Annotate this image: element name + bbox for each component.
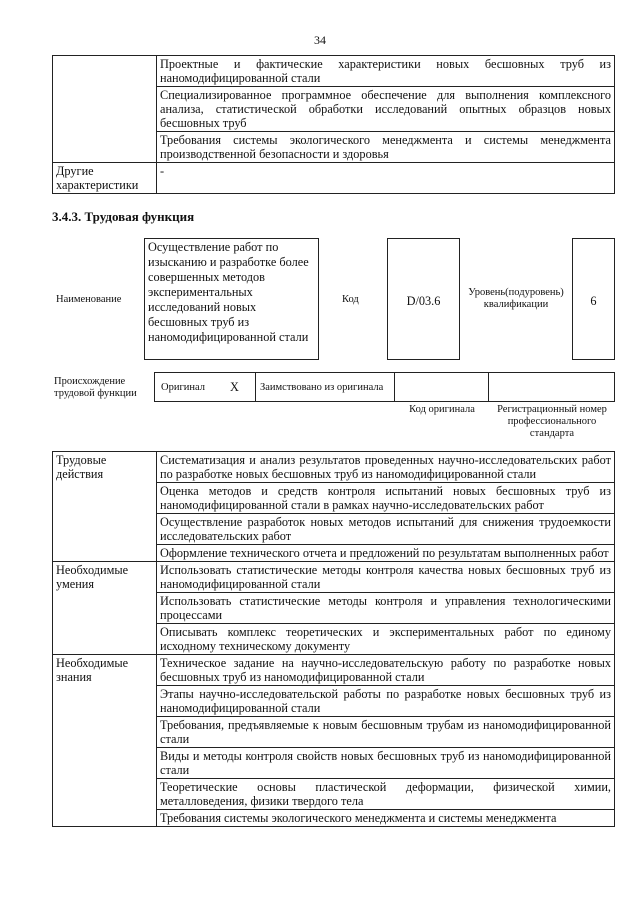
- table-cell: Специализированное программное обеспечение для выполнения комплексного анализа, статистической обработки исследований опытных образцов новых бесшовных труб: [157, 87, 615, 132]
- section-heading: 3.4.3. Трудовая функция: [52, 209, 195, 224]
- table-cell: Техническое задание на научно-исследовательскую работу по разработке новых бесшовных труб из наномодифицированной стали: [157, 655, 615, 686]
- table-cell: Требования системы экологического менеджмента и системы менеджмента: [157, 810, 615, 827]
- table-cell: Осуществление разработок новых методов испытаний для снижения трудоемкости исследовательских работ: [157, 514, 615, 545]
- table-cell: Виды и методы контроля свойств новых бесшовных труб из наномодифицированной стали: [157, 748, 615, 779]
- function-name-box: Осуществление работ по изысканию и разработке более совершенных методов экспериментальных исследований новых бесшовных труб из наномодифицированной стали: [144, 238, 319, 360]
- table-cell: Требования, предъявляемые к новым бесшовным трубам из наномодифицированной стали: [157, 717, 615, 748]
- origin-code-cell: [394, 372, 489, 402]
- page-number: 34: [314, 33, 326, 47]
- name-label: Наименование: [56, 294, 122, 305]
- original-mark: X: [230, 380, 239, 394]
- row-label: Необходимые умения: [53, 562, 157, 655]
- table-cell: Систематизация и анализ результатов проведенных научно-исследовательских работ по разработке новых бесшовных труб из наномодифицированной стали: [157, 452, 615, 483]
- borrowed-label: Заимствовано из оригинала: [260, 382, 384, 393]
- origin-label: Происхождение трудовой функции: [54, 376, 137, 399]
- table-cell: Проектные и фактические характеристики новых бесшовных труб из наномодифицированной стали: [157, 56, 615, 87]
- code-label: Код: [342, 294, 359, 305]
- original-label: Оригинал: [161, 382, 205, 393]
- table-cell: Использовать статистические методы контроля и управления технологическими процессами: [157, 593, 615, 624]
- table-cell: Требования системы экологического менеджмента и системы менеджмента производственной безопасности и здоровья: [157, 132, 615, 163]
- table-cell: Описывать комплекс теоретических и экспериментальных работ по единому исходному техническому документу: [157, 624, 615, 655]
- table-row: [53, 452, 615, 483]
- table-row: [53, 655, 615, 686]
- level-label: Уровень(подуровень) квалификации: [468, 287, 564, 310]
- table-row: [53, 56, 615, 87]
- code-box: D/03.6: [387, 238, 460, 360]
- labor-function-table: [52, 451, 615, 827]
- table-row: [53, 163, 615, 194]
- table-cell: Оценка методов и средств контроля испытаний новых бесшовных труб из наномодифицированной стали в рамках научно-исследовательских работ: [157, 483, 615, 514]
- row-label: [53, 56, 157, 163]
- origin-borrowed-cell: [255, 372, 395, 402]
- code-caption: Код оригинала: [409, 404, 475, 415]
- table-cell: -: [157, 163, 615, 194]
- table-row: [53, 562, 615, 593]
- table-cell: Использовать статистические методы контроля качества новых бесшовных труб из наномодифицированной стали: [157, 562, 615, 593]
- row-label: Трудовые действия: [53, 452, 157, 562]
- origin-original-cell: [154, 372, 256, 402]
- level-box: 6: [572, 238, 615, 360]
- table-cell: Теоретические основы пластической деформации, физической химии, металловедения, физики твердого тела: [157, 779, 615, 810]
- table-cell: Оформление технического отчета и предложений по результатам выполненных работ: [157, 545, 615, 562]
- top-characteristics-table: [52, 55, 615, 194]
- origin-reg-cell: [488, 372, 615, 402]
- row-label: Другие характеристики: [53, 163, 157, 194]
- reg-caption: Регистрационный номер профессионального стандарта: [497, 404, 607, 439]
- table-cell: Этапы научно-исследовательской работы по разработке новых бесшовных труб из наномодифицированной стали: [157, 686, 615, 717]
- row-label: Необходимые знания: [53, 655, 157, 827]
